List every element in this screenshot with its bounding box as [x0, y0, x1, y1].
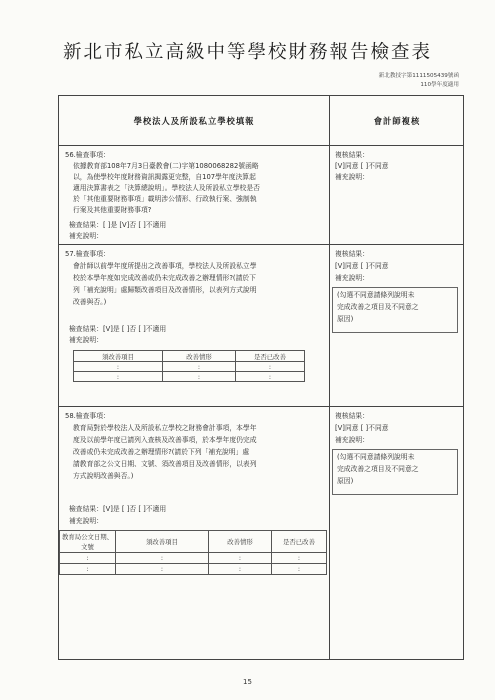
table-row [60, 564, 327, 575]
supplement-note: 補充說明： [69, 232, 103, 240]
table-cell: : [74, 372, 163, 382]
table-cell: : [116, 564, 209, 575]
item-body-line: 改善或仍未完成改善之辦理情形?(請於下列「補充說明」處 [73, 448, 250, 456]
document-reference [379, 72, 459, 90]
item-body-line: 行案及其他重要財務事項? [73, 206, 152, 214]
cpa-remark-box [332, 449, 458, 495]
supplement-note: 補充說明： [69, 517, 103, 525]
table-header: 是否已改善 [236, 351, 305, 362]
column-header-school: 學校法人及所設私立學校填報 [133, 115, 255, 126]
item-heading: 58.檢查事項： [65, 412, 110, 420]
item-heading: 56.檢查事項： [65, 151, 110, 159]
table-cell: : [74, 362, 163, 372]
item-body-line: 方式說明改善與否。) [73, 472, 134, 480]
table-row [60, 553, 327, 564]
table-cell: : [236, 372, 305, 382]
cpa-choice: [V]同意 [ ]不同意 [335, 162, 389, 170]
table-header: 改善情形 [163, 351, 236, 362]
cpa-remark-line: 完成改善之項目及不同意之 [337, 303, 419, 311]
supplement-note: 補充說明： [69, 336, 103, 344]
table-cell: : [163, 362, 236, 372]
table-header: 須改善項目 [74, 351, 163, 362]
table-cell: : [60, 564, 116, 575]
table-cell: : [209, 564, 272, 575]
improvement-table [73, 350, 305, 382]
table-cell: : [272, 564, 327, 575]
header-divider [59, 145, 463, 146]
item-body-line: 改善與否。) [73, 298, 107, 306]
cpa-choice: [V]同意 [ ]不同意 [335, 262, 389, 270]
cpa-remark-line: (勾選不同意請條列說明未 [337, 291, 415, 299]
official-letter-table [59, 530, 327, 575]
cpa-note: 補充說明： [335, 173, 369, 181]
cpa-choice: [V]同意 [ ]不同意 [335, 424, 389, 432]
checklist-table [58, 95, 464, 660]
cpa-result-label: 複核結果： [335, 412, 369, 420]
item-body-line: 於「其他重要財務事項」載明涉公情形、行政執行案、強制執 [73, 195, 257, 203]
doc-number: 新北教技字第1111505439號函 [378, 73, 459, 79]
row-divider-56 [59, 244, 463, 245]
doc-year: 110學年度適用 [420, 82, 459, 88]
item-body-line: 度及以前學年度已請列入查核及改善事項，於本學年度仍完成 [73, 436, 257, 444]
row-divider-57 [59, 406, 463, 407]
item-body-line: 列「補充說明」處歸類改善項目及改善情形，以表列方式說明 [73, 286, 257, 294]
check-result: 檢查結果：[V]是 [ ]否 [ ]不適用 [69, 505, 167, 513]
table-cell: : [209, 553, 272, 564]
table-cell: : [116, 553, 209, 564]
cpa-result-label: 複核結果： [335, 250, 369, 258]
cpa-remark-box [332, 287, 458, 333]
table-header: 是否已改善 [272, 531, 327, 553]
table-header-row [60, 531, 327, 553]
column-header-cpa: 會計師複核 [373, 115, 421, 126]
table-cell: : [272, 553, 327, 564]
item-body-line: 適用決算書表之「決算總說明」。學校法人及所設私立學校是否 [73, 184, 260, 192]
table-cell: : [236, 362, 305, 372]
column-divider [329, 96, 330, 659]
cpa-remark-line: 原因) [337, 315, 354, 323]
document-title: 新北市私立高級中等學校財務報告檢查表 [62, 42, 432, 63]
table-cell: : [60, 553, 116, 564]
cpa-result-label: 複核結果： [335, 151, 369, 159]
cpa-note: 補充說明： [335, 436, 369, 444]
table-header-row [74, 351, 305, 362]
item-body-line: 校於本學年度如完成改善或仍未完成改善之辦理情形?(請於下 [73, 274, 256, 282]
check-result: 檢查結果：[V]是 [ ]否 [ ]不適用 [69, 325, 167, 333]
cpa-remark-line: 原因) [337, 477, 354, 485]
check-result: 檢查結果：[ ]是 [V]否 [ ]不適用 [69, 221, 167, 229]
page-number: 15 [243, 678, 252, 686]
cpa-remark-line: 完成改善之項目及不同意之 [337, 465, 419, 473]
table-header: 須改善項目 [116, 531, 209, 553]
cpa-note: 補充說明： [335, 274, 369, 282]
table-header: 教育局公文日期、文號 [60, 531, 116, 553]
cpa-remark-line: (勾選不同意請條列說明未 [337, 453, 415, 461]
item-body-line: 以，為使學校年度財務資訊揭露更完整，自107學年度決算起 [73, 173, 256, 181]
table-row [74, 362, 305, 372]
item-heading: 57.檢查事項： [65, 250, 110, 258]
item-body-line: 依據教育部108年7月3日臺教會(二)字第1080068282號函略 [73, 162, 259, 170]
table-cell: : [163, 372, 236, 382]
item-body-line: 請教育部之公文日期、文號、須改善項目及改善情形，以表列 [73, 460, 257, 468]
item-body-line: 教育局對於學校法人及所設私立學校之財務會計事項，本學年 [73, 424, 257, 432]
table-row [74, 372, 305, 382]
table-header: 改善情形 [209, 531, 272, 553]
item-body-line: 會計師以前學年度所提出之改善事項，學校法人及所設私立學 [73, 262, 257, 270]
